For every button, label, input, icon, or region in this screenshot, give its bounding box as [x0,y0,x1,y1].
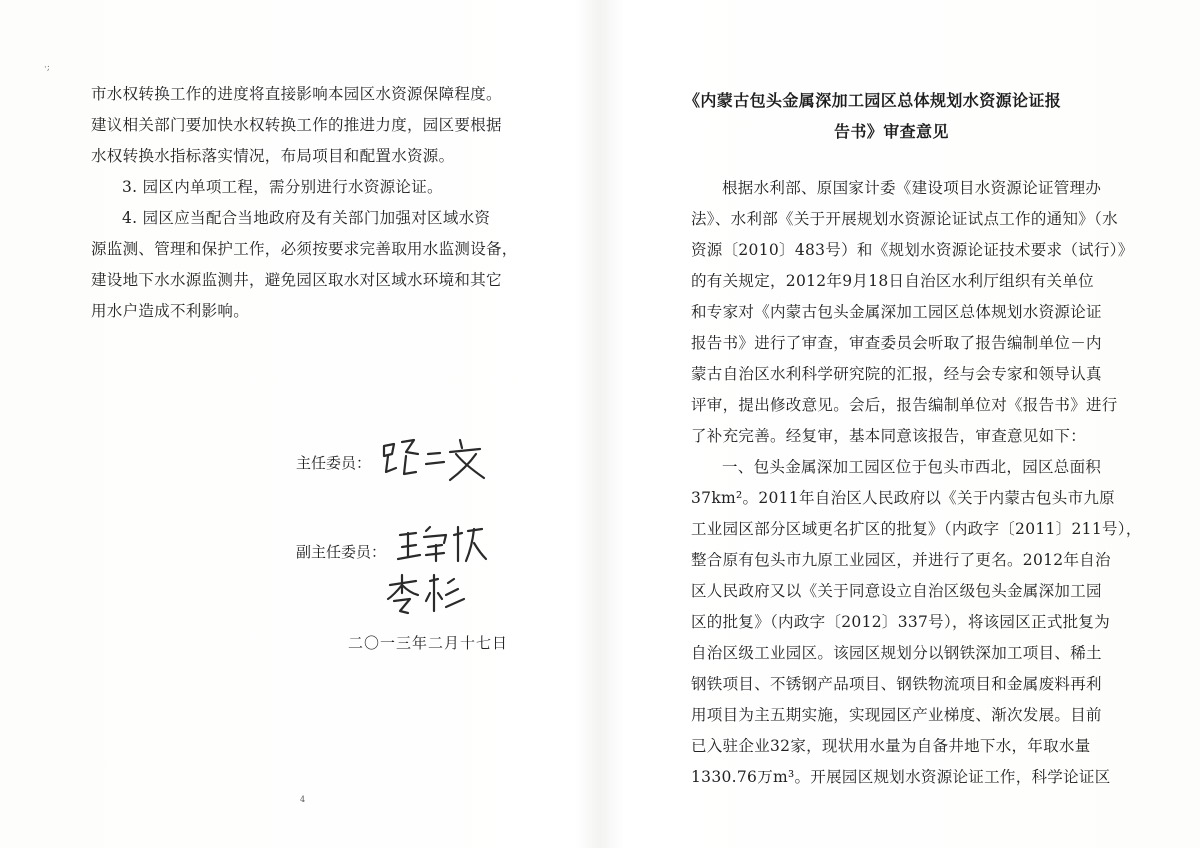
title-line-2: 告书》审查意见 [834,122,949,141]
right-line: 37km²。2011年自治区人民政府以《关于内蒙古包头市九原 [691,489,1115,507]
left-line: 用水户造成不利影响。 [91,302,250,320]
right-line: 钢铁项目、不锈钢产品项目、钢铁物流项目和金属废料再利 [691,675,1102,693]
page-number: 4 [300,795,306,804]
left-line: 市水权转换工作的进度将直接影响本园区水资源保障程度。 [91,85,502,103]
vice-chair-signature-2 [386,571,470,617]
right-line: 区的批复》（内政字〔2012〕337号），将该园区正式批复为 [691,613,1111,631]
right-line: 的有关规定，2012年9月18日自治区水利厅组织有关单位 [691,272,1094,290]
left-line: 4. 园区应当配合当地政府及有关部门加强对区域水资 [122,209,491,227]
right-line: 1330.76万m³。开展园区规划水资源论证工作，科学论证区 [691,768,1111,786]
right-line: 蒙古自治区水利科学研究院的汇报，经与会专家和领导认真 [691,365,1102,383]
right-line: 报告书》进行了审查，审查委员会听取了报告编制单位－内 [691,334,1102,352]
right-line: 用项目为主五期实施，实现园区产业梯度、渐次发展。目前 [691,706,1102,724]
right-line: 工业园区部分区域更名扩区的批复》（内政字〔2011〕211号）， [691,520,1142,538]
right-line: 一、包头金属深加工园区位于包头市西北，园区总面积 [722,458,1102,476]
left-line: 源监测、管理和保护工作，必须按要求完善取用水监测设备， [91,240,518,258]
left-line: 水权转换水指标落实情况，布局项目和配置水资源。 [91,147,455,165]
signing-date: 二〇一三年二月十七日 [348,634,509,652]
right-line: 法》、水利部《关于开展规划水资源论证试点工作的通知》（水 [691,210,1118,228]
title-line-1: 《内蒙古包头金属深加工园区总体规划水资源论证报 [684,91,1062,110]
right-line: 自治区级工业园区。该园区规划分以钢铁深加工项目、稀土 [691,644,1102,662]
right-line: 资源〔2010〕483号）和《规划水资源论证技术要求（试行）》 [691,241,1134,259]
left-line: 建议相关部门要加快水权转换工作的推进力度，园区要根据 [91,116,502,134]
chair-signature [376,432,496,486]
right-line: 已入驻企业32家，现状用水量为自备井地下水，年取水量 [691,737,1091,755]
vice-chair-label: 副主任委员： [296,543,387,561]
right-line: 和专家对《内蒙古包头金属深加工园区总体规划水资源论证 [691,303,1102,321]
right-line: 了补充完善。经复审，基本同意该报告，审查意见如下： [691,427,1087,445]
scan-mark: ·; [44,63,50,73]
right-line: 根据水利部、原国家计委《建设项目水资源论证管理办 [722,179,1102,197]
chair-label: 主任委员： [296,454,372,472]
left-line: 建设地下水水源监测井，避免园区取水对区域水环境和其它 [91,271,502,289]
right-line: 整合原有包头市九原工业园区，并进行了更名。2012年自治 [691,551,1111,569]
right-line: 评审，提出修改意见。会后，报告编制单位对《报告书》进行 [691,396,1118,414]
left-line: 3. 园区内单项工程，需分别进行水资源论证。 [122,178,443,196]
right-line: 区人民政府又以《关于同意设立自治区级包头金属深加工园 [691,582,1102,600]
right-page [600,0,1200,848]
vice-chair-signature-1 [396,521,488,571]
